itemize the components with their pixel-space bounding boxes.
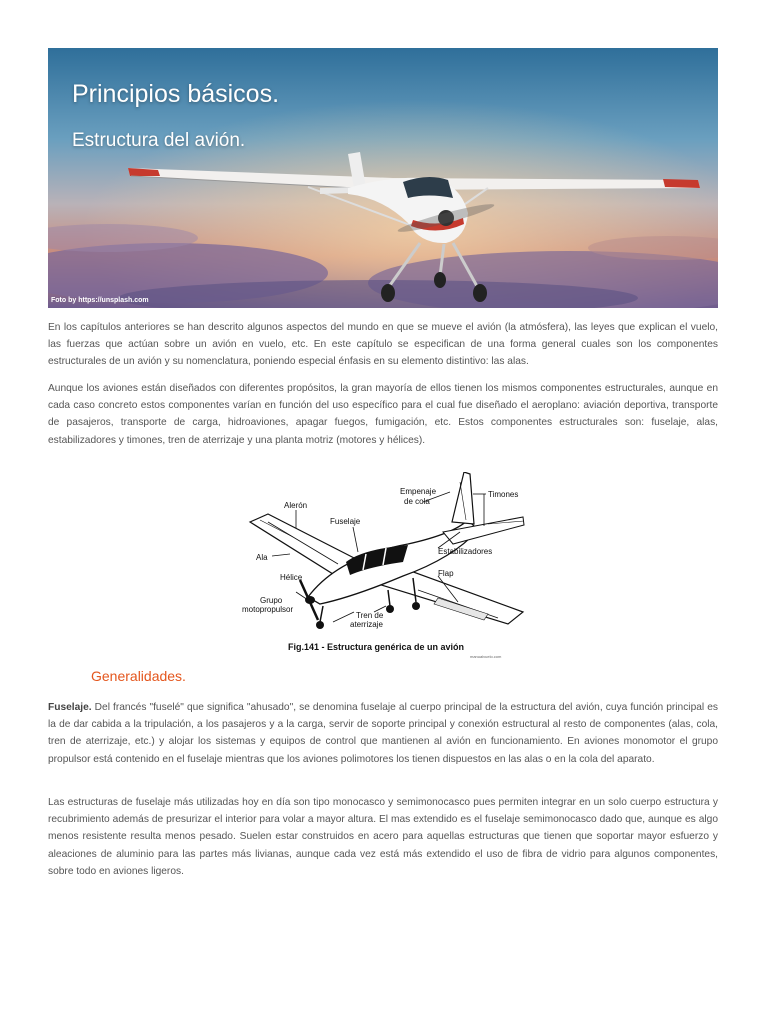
airplane-diagram-drawing [238,472,530,660]
hero-subtitle: Estructura del avión. [72,130,246,151]
label-estabilizadores: Estabilizadores [438,547,493,556]
airplane-diagram [238,472,530,660]
label-motopropulsor: motopropulsor [242,605,294,614]
hero-banner [48,48,718,308]
label-aterrizaje: aterrizaje [350,620,383,629]
photo-credit: Foto by https://unsplash.com [51,297,149,304]
hero-title: Principios básicos. [72,80,280,108]
label-timones: Timones [488,490,519,499]
label-aleron: Alerón [284,501,308,510]
label-empenaje-2: de cola [404,497,430,506]
fuselaje-paragraph [48,699,718,768]
label-fuselaje: Fuselaje [330,517,361,526]
fuselaje-description: Del francés "fuselé" que significa "ahusado", se denomina fuselaje al cuerpo principal de la estructura del avión, cuya función principal es la de dar cabida a la tripulación, a los pasajeros y a la carga, servir de soporte principal y conexión estructural al resto de componentes (alas, cola, tren de aterrizaje, etc.) y alojar los sistemas y equipos de control que mantienen al avión en funcionamiento. En aviones monomotor el grupo propulsor está contenido en el fuselaje mientras que los aviones polimotores los tienen dispuestos en las alas o en la cola del aparato. [48,702,718,765]
fuselaje-term: Fuselaje. [48,702,92,713]
label-ala: Ala [256,553,268,562]
section-heading-generalidades: Generalidades. [91,668,186,684]
label-tren: Tren de [356,611,384,620]
intro-paragraph-2: Aunque los aviones están diseñados con diferentes propósitos, la gran mayoría de ellos tienen los mismos componentes estructurales, aunque en cada caso concreto estos componentes varían en función del uso específico para el cual fue diseñado el aeroplano: aviación deportiva, transporte de pasajeros, transporte de carga, hidroaviones, apagar fuegos, fumigación, etc. Estos componentes estructurales son: fuselaje, alas, estabilizadores y timones, tren de aterrizaje y una planta motriz (motores y hélices). [48,383,718,446]
figure-caption: Fig.141 - Estructura genérica de un avión [288,642,465,652]
intro-paragraph-1: En los capítulos anteriores se han descrito algunos aspectos del mundo en que se mueve el avión (la atmósfera), las leyes que explican el vuelo, las fuerzas que actúan sobre un avión en vuelo, etc. En este capítulo se especifican de una forma general cuales son los componentes estructurales de un avión y su nomenclatura, poniendo especial énfasis en su elemento distintivo: las alas. [48,322,718,368]
label-grupo: Grupo [260,596,283,605]
fuselaje-structures-paragraph: Las estructuras de fuselaje más utilizadas hoy en día son tipo monocasco y semimonocasco pues permiten integrar en un solo cuerpo estructura y recubrimiento además de presurizar el interior para volar a mayor altura. El mas extendido es el fuselaje semimonocasco dado que, aunque es algo menos resistente resulta menos pesado. Suelen estar construidos en acero para aquellas estructuras que tienen que soportar mayor esfuerzo y aleaciones de aluminio para las partes más livianas, aunque cada vez está más extendido el uso de fibra de vidrio para algunos componentes, sobre todo en aviones ligeros. [48,797,718,877]
label-empenaje: Empenaje [400,487,437,496]
figure-watermark: manualvuelo.com [470,654,502,659]
label-flap: Flap [438,569,454,578]
label-helice: Hélice [280,573,303,582]
